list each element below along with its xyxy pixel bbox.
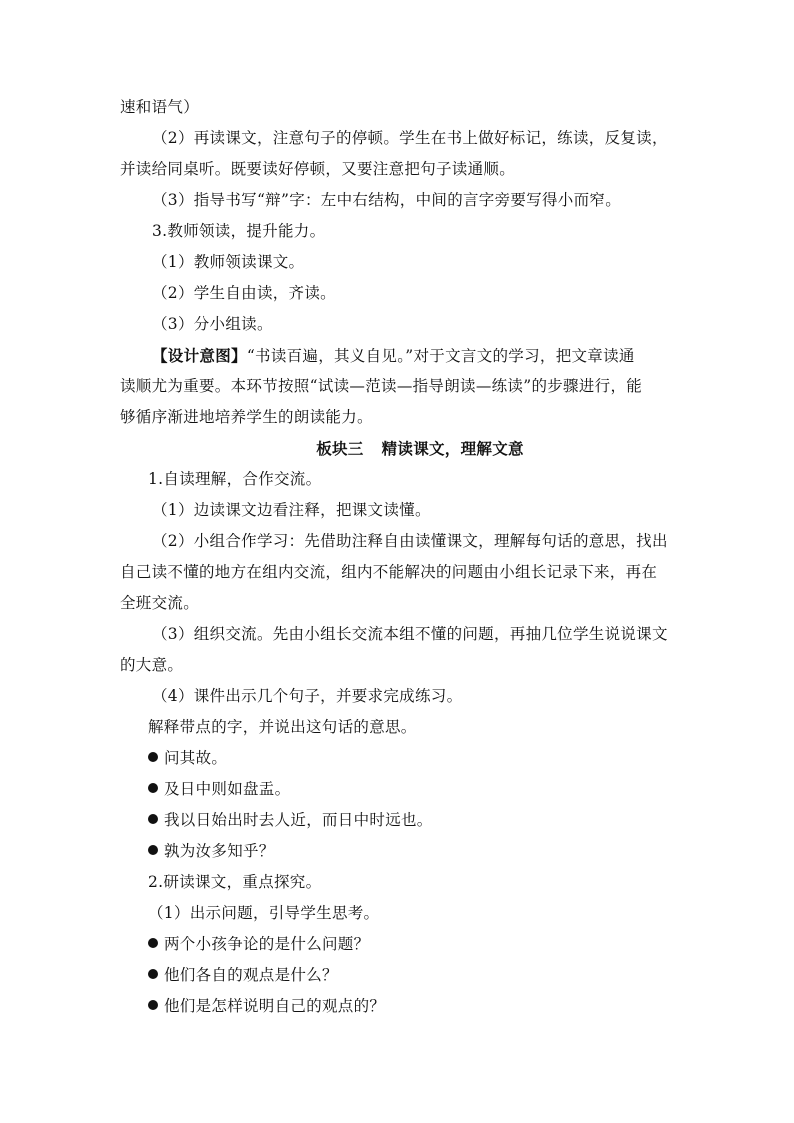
text-line: （1）教师领读课文。 [152, 253, 305, 271]
bullet-text: 及日中则如盘盂。 [164, 780, 291, 798]
bullet-icon [148, 752, 158, 762]
text-line: （1）出示问题，引导学生思考。 [148, 904, 380, 922]
bullet-icon [148, 814, 158, 824]
bullet-icon [148, 1000, 158, 1010]
text-line: （2）小组合作学习：先借助注释自由读懂课文，理解每句话的意思，找出 [152, 532, 668, 550]
bullet-icon [148, 845, 158, 855]
bullet-icon [148, 969, 158, 979]
section-title: 精读课文，理解文意 [381, 439, 524, 458]
text-span: “书读百遍，其义自见。”对于文言文的学习，把文章读通 [246, 347, 635, 365]
bullet-text: 两个小孩争论的是什么问题？ [164, 935, 370, 953]
bullet-icon [148, 783, 158, 793]
text-line: 的大意。 [120, 656, 184, 674]
bullet-icon [148, 938, 158, 948]
text-line: 速和语气） [120, 98, 200, 116]
section-part: 板块三 [316, 439, 364, 458]
text-line: 2.研读课文，重点探究。 [148, 873, 322, 891]
text-line: （4）课件出示几个句子，并要求完成练习。 [152, 687, 463, 705]
text-line: 1.自读理解，合作交流。 [148, 470, 322, 488]
bullet-text: 他们是怎样说明自己的观点的？ [164, 997, 386, 1015]
text-line: （3）组织交流。先由小组长交流本组不懂的问题，再抽几位学生说说课文 [152, 625, 668, 643]
text-line: 读顺尤为重要。本环节按照“试读—范读—指导朗读—练读”的步骤进行，能 [120, 377, 643, 395]
text-line: 并读给同桌听。既要读好停顿，又要注意把句子读通顺。 [120, 160, 516, 178]
design-intent-line [120, 340, 680, 371]
bullet-item [120, 836, 680, 867]
text-line: （1）边读课文边看注释，把课文读懂。 [152, 501, 431, 519]
bullet-item [120, 960, 680, 991]
bullet-item [120, 774, 680, 805]
text-line: 全班交流。 [120, 594, 200, 612]
section-heading [120, 433, 680, 464]
text-line: （2）学生自由读，齐读。 [152, 284, 336, 302]
document-page [120, 92, 680, 1022]
text-line: 自己读不懂的地方在组内交流，组内不能解决的问题由小组长记录下来，再在 [120, 563, 658, 581]
text-line: （3）分小组读。 [152, 315, 273, 333]
bullet-item [120, 929, 680, 960]
bullet-text: 孰为汝多知乎？ [164, 842, 275, 860]
design-intent-label: 【设计意图】 [152, 346, 247, 365]
text-line: （2）再读课文，注意句子的停顿。学生在书上做好标记，练读，反复读， [152, 129, 668, 147]
text-line: （3）指导书写“辩”字：左中右结构，中间的言字旁要写得小而窄。 [152, 191, 622, 209]
text-line: 解释带点的字，并说出这句话的意思。 [148, 718, 417, 736]
bullet-item [120, 991, 680, 1022]
bullet-text: 他们各自的观点是什么？ [164, 966, 338, 984]
bullet-item [120, 805, 680, 836]
text-line: 3.教师领读，提升能力。 [152, 222, 326, 240]
text-line: 够循序渐进地培养学生的朗读能力。 [120, 408, 373, 426]
bullet-text: 我以日始出时去人近，而日中时远也。 [164, 811, 433, 829]
bullet-text: 问其故。 [164, 749, 228, 767]
bullet-item [120, 743, 680, 774]
